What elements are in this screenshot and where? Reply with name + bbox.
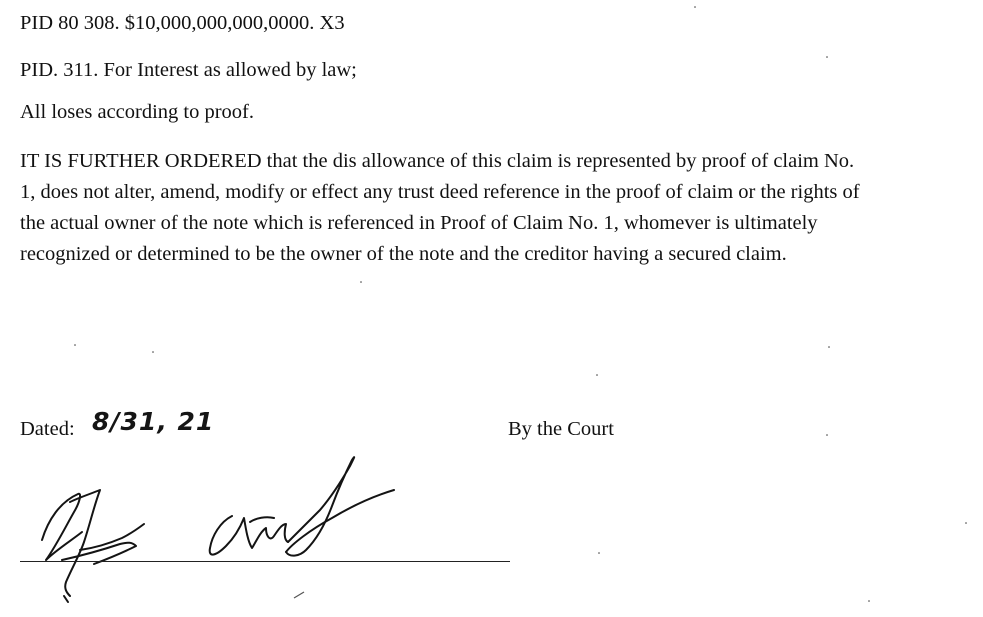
scan-speck	[828, 346, 830, 348]
scan-speck	[74, 344, 76, 346]
judge-signature	[20, 450, 510, 610]
by-the-court-label: By the Court	[508, 418, 614, 440]
scan-speck	[826, 56, 828, 58]
scan-speck	[965, 522, 967, 524]
scan-speck	[868, 600, 870, 602]
scan-speck	[694, 6, 696, 8]
order-paragraph-line: recognized or determined to be the owner of the note and the creditor having a secured claim.	[20, 243, 787, 265]
order-paragraph-line: IT IS FURTHER ORDERED that the dis allowance of this claim is represented by proof of claim No.	[20, 150, 855, 172]
scan-speck	[596, 374, 598, 376]
dated-label: Dated:	[20, 418, 75, 440]
order-paragraph	[20, 146, 982, 270]
claim-line-pid-311: PID. 311. For Interest as allowed by law;	[20, 59, 357, 81]
claim-line-losses: All loses according to proof.	[20, 101, 254, 123]
scan-speck	[360, 281, 362, 283]
order-paragraph-line: 1, does not alter, amend, modify or effect any trust deed reference in the proof of claim or the rights of	[20, 181, 860, 203]
signature-line	[20, 561, 510, 562]
scan-speck	[598, 552, 600, 554]
handwritten-date: 8/31, 21	[92, 407, 215, 436]
claim-line-pid-308: PID 80 308. $10,000,000,000,0000. X3	[20, 12, 345, 34]
scan-speck	[826, 434, 828, 436]
order-paragraph-line: the actual owner of the note which is referenced in Proof of Claim No. 1, whomever is ultimately	[20, 212, 818, 234]
scan-speck	[152, 351, 154, 353]
